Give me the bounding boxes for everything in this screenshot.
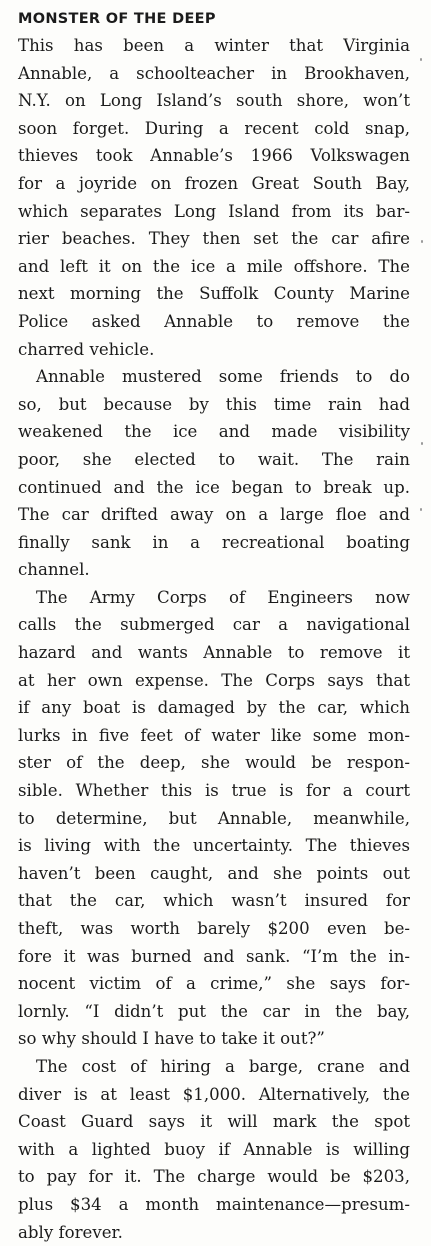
- paragraph: [18, 584, 410, 1053]
- text-line: N.Y. on Long Island’s south shore, won’t: [18, 91, 410, 111]
- text-line: The car drifted away on a large floe and: [18, 505, 410, 525]
- text-line: if any boat is damaged by the car, which: [18, 698, 410, 718]
- text-line: to determine, but Annable, meanwhile,: [18, 808, 410, 828]
- text-line: continued and the ice began to break up.: [18, 477, 410, 497]
- text-line: Coast Guard says it will mark the spot: [18, 1112, 410, 1132]
- text-line: poor, she elected to wait. The rain: [18, 449, 410, 469]
- paragraph: [18, 1053, 410, 1246]
- scan-speck: [421, 240, 423, 243]
- text-line: next morning the Suffolk County Marine: [18, 284, 410, 304]
- text-line: plus $34 a month maintenance—presum-: [18, 1194, 410, 1214]
- text-line: Annable mustered some friends to do: [36, 367, 410, 387]
- scan-speck: [420, 508, 422, 511]
- paragraph: [18, 32, 410, 363]
- text-line: thieves took Annable’s 1966 Volkswagen: [18, 146, 410, 166]
- text-line: so why should I have to take it out?”: [18, 1029, 325, 1049]
- text-line: with a lighted buoy if Annable is willing: [18, 1139, 410, 1159]
- text-line: rier beaches. They then set the car afire: [18, 229, 410, 249]
- text-line: to pay for it. The charge would be $203,: [18, 1167, 410, 1187]
- text-line: Annable, a schoolteacher in Brookhaven,: [18, 63, 410, 83]
- text-line: nocent victim of a crime,” she says for-: [18, 974, 410, 994]
- scan-speck: [420, 58, 422, 61]
- text-line: calls the submerged car a navigational: [18, 615, 410, 635]
- text-line: charred vehicle.: [18, 339, 155, 359]
- paragraph: [18, 363, 410, 584]
- text-line: that the car, which wasn’t insured for: [18, 891, 410, 911]
- text-line: The cost of hiring a barge, crane and: [36, 1056, 410, 1076]
- text-line: ster of the deep, she would be respon-: [18, 753, 410, 773]
- text-line: weakened the ice and made visibility: [18, 422, 410, 442]
- text-line: lurks in five feet of water like some mon-: [18, 725, 410, 745]
- text-line: for a joyride on frozen Great South Bay,: [18, 173, 410, 193]
- text-line: theft, was worth barely $200 even be-: [18, 919, 410, 938]
- text-line: and left it on the ice a mile offshore. The: [18, 256, 410, 276]
- text-line: channel.: [18, 560, 90, 580]
- text-line: soon forget. During a recent cold snap,: [18, 118, 410, 138]
- scan-speck: [421, 442, 423, 445]
- text-line: haven’t been caught, and she points out: [18, 863, 410, 883]
- text-line: is living with the uncertainty. The thieves: [18, 836, 410, 856]
- text-line: finally sank in a recreational boating: [18, 532, 410, 552]
- text-line: diver is at least $1,000. Alternatively, the: [18, 1084, 410, 1104]
- article-body: [18, 32, 410, 1246]
- article: [18, 10, 410, 1246]
- text-line: fore it was burned and sank. “I’m the in-: [18, 946, 410, 966]
- text-line: This has been a winter that Virginia: [18, 36, 410, 55]
- text-line: so, but because by this time rain had: [18, 394, 410, 414]
- text-line: which separates Long Island from its bar-: [18, 201, 410, 221]
- text-line: ably forever.: [18, 1222, 123, 1242]
- text-line: at her own expense. The Corps says that: [18, 670, 410, 690]
- text-line: The Army Corps of Engineers now: [36, 587, 410, 607]
- text-line: lornly. “I didn’t put the car in the bay,: [18, 1001, 410, 1021]
- article-headline: MONSTER OF THE DEEP: [18, 11, 216, 27]
- text-line: sible. Whether this is true is for a court: [18, 781, 410, 801]
- text-line: Police asked Annable to remove the: [18, 311, 410, 331]
- text-line: hazard and wants Annable to remove it: [18, 643, 410, 663]
